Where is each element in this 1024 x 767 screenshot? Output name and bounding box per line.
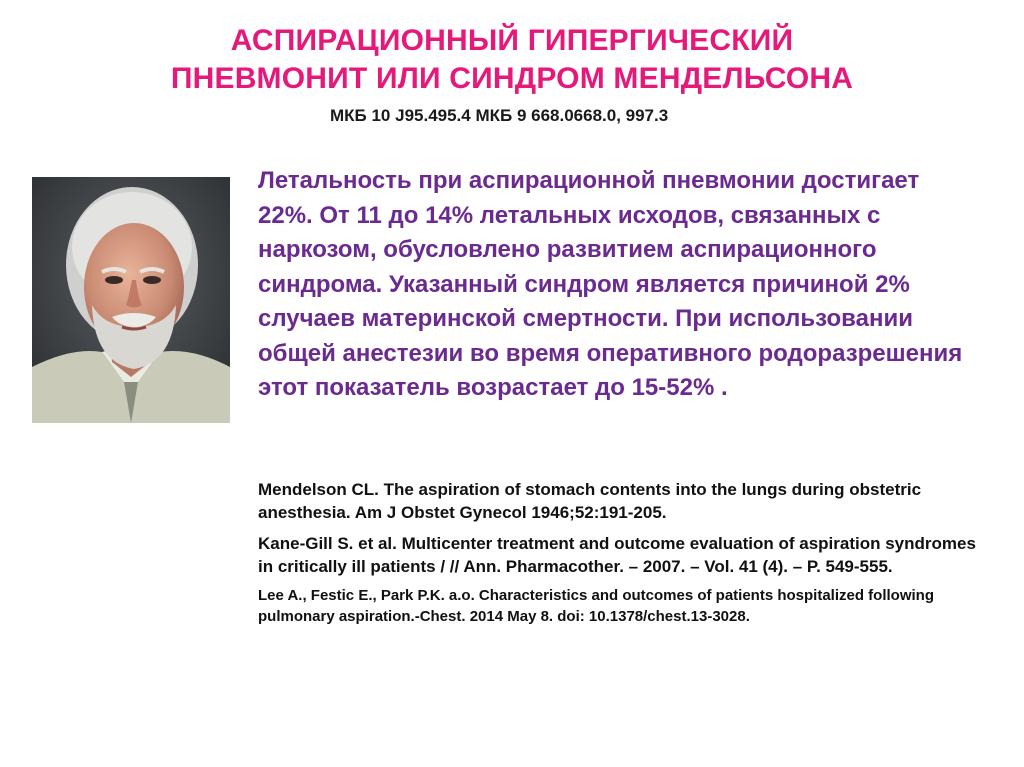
lethality-paragraph: Летальность при аспирационной пневмонии достигает 22%. От 11 до 14% летальных исходов, связанных с наркозом, обусловлено развитием аспирационного синдрома. Указанный синдром является причиной 2% случаев материнской смертности. При использовании общей анестезии во время оперативного родоразрешения этот показатель возрастает до 15-52% . — [258, 167, 963, 401]
portrait-photo — [32, 177, 230, 423]
reference-mendelson: Mendelson CL. The aspiration of stomach contents into the lungs during obstetric anesthesia. Am J Obstet Gynecol 1946;52:191-205. — [258, 480, 922, 522]
icd-codes: МКБ 10 J95.495.4 МКБ 9 668.0668.0, 997.3 — [330, 106, 669, 125]
reference-lee: Lee A., Festic E., Park P.K. a.o. Characteristics and outcomes of patients hospitalized following pulmonary aspiration.-Chest. 2014 May 8. doi: 10.1378/chest.13-3028. — [258, 587, 934, 625]
title-line-2: ПНЕВМОНИТ ИЛИ СИНДРОМ МЕНДЕЛЬСОНА — [170, 62, 854, 95]
title-line-1: АСПИРАЦИОННЫЙ ГИПЕРГИЧЕСКИЙ — [230, 24, 794, 57]
reference-kane-gill: Kane-Gill S. et al. Multicenter treatment and outcome evaluation of aspiration syndromes in critically ill patients / // Ann. Pharmacother. – 2007. – Vol. 41 (4). – P. 549-555. — [258, 534, 976, 576]
slide-title — [0, 22, 1024, 98]
references-list — [258, 478, 978, 627]
